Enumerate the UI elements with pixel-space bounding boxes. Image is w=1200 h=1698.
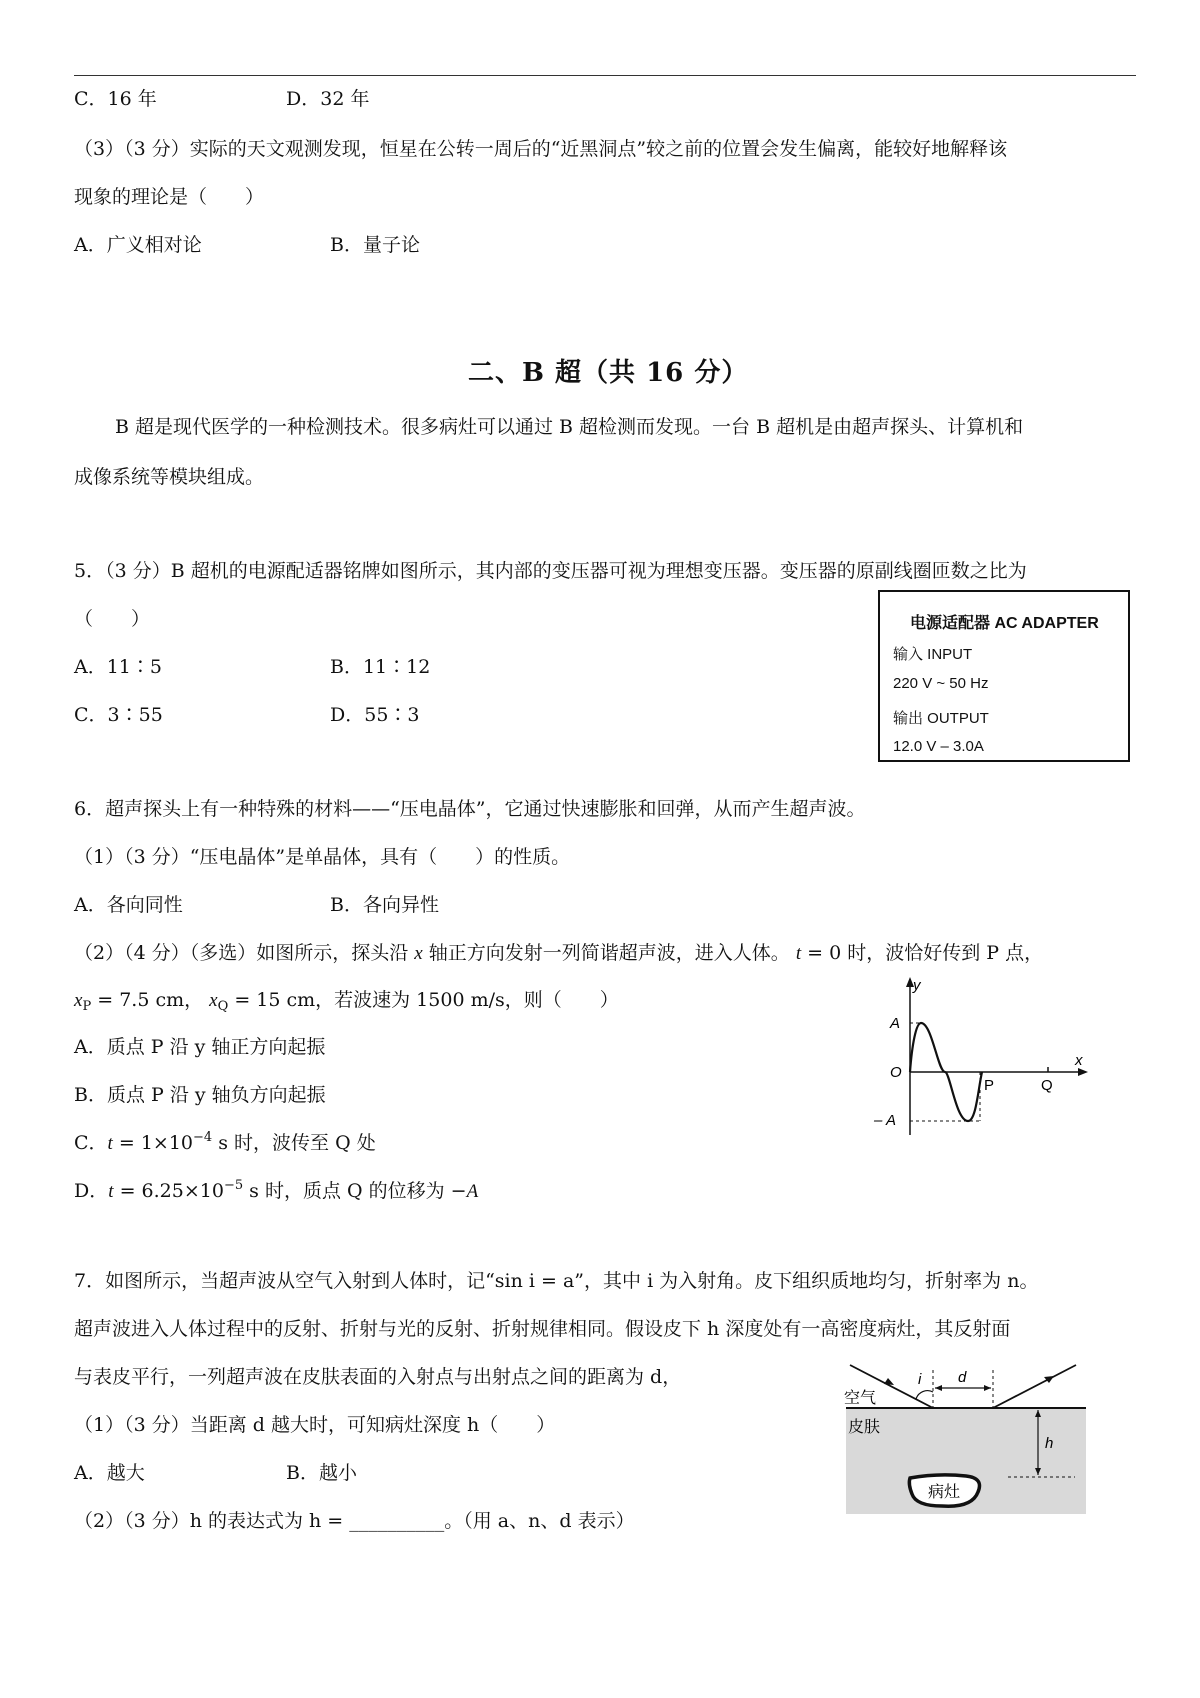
point-q-label: Q xyxy=(1041,1077,1053,1094)
incident-ray-arrow xyxy=(884,1378,894,1385)
nameplate-output-label: 输出 OUTPUT xyxy=(893,710,989,727)
ultrasound-diagram xyxy=(838,1358,1090,1516)
q6-sub2-option-b: B．质点 P 沿 y 轴负方向起振 xyxy=(74,1084,326,1106)
q6-sub2-option-d: D．$t = 6.25\times 10^{-5}$ s 时，质点 Q 的位移为 −A xyxy=(74,1178,479,1202)
amplitude-label: A xyxy=(890,1015,901,1032)
neg-amplitude-label: – A xyxy=(874,1112,896,1129)
q6-sub2-line1: （2）（4 分）（多选）如图所示，探头沿 x 轴正方向发射一列简谐超声波，进入人体。 t = 0 时，波恰好传到 P 点， xyxy=(74,942,1044,964)
skin-label: 皮肤 xyxy=(848,1419,881,1436)
q4-option-d: D．32 年 xyxy=(286,88,370,110)
symbol-t: t xyxy=(795,943,802,964)
depth-h-label: h xyxy=(1045,1435,1054,1452)
nameplate-output-value: 12.0 V – 3.0A xyxy=(893,738,984,755)
q6-sub2-option-a: A．质点 P 沿 y 轴正方向起振 xyxy=(74,1036,326,1058)
q4-sub3-option-a: A．广义相对论 xyxy=(74,234,202,256)
y-axis-label: y xyxy=(913,977,921,994)
reflected-ray-arrow xyxy=(1044,1376,1054,1383)
q6-sub1-stem: （1）（3 分）“压电晶体”是单晶体，具有（ ）的性质。 xyxy=(74,846,571,868)
q5-option-c: C．3∶55 xyxy=(74,704,163,726)
q4-sub3-line1: （3）（3 分）实际的天文观测发现，恒星在公转一周后的“近黑洞点”较之前的位置会发生偏离，能较好地解释该 xyxy=(74,138,1008,160)
q6-sub1-option-a: A．各向同性 xyxy=(74,894,183,916)
section-intro-line2: 成像系统等模块组成。 xyxy=(74,466,265,488)
lesion-label: 病灶 xyxy=(928,1484,961,1501)
q7-stem-line2: 超声波进入人体过程中的反射、折射与光的反射、折射规律相同。假设皮下 h 深度处有一高密度病灶，其反射面 xyxy=(74,1318,1011,1340)
symbol-x: x xyxy=(414,943,423,964)
q7-sub1-option-a: A．越大 xyxy=(74,1462,145,1484)
section-title: 二、B 超（共 16 分） xyxy=(468,358,749,388)
reflected-ray xyxy=(993,1365,1076,1408)
air-label: 空气 xyxy=(844,1390,877,1407)
q7-stem-line1: 7．如图所示，当超声波从空气入射到人体时，记“sin i = a”，其中 i 为入射角。皮下组织质地均匀，折射率为 n。 xyxy=(74,1270,1039,1292)
q6-sub2-option-c: C．$t = 1\times 10^{-4}$ s 时，波传至 Q 处 xyxy=(74,1130,376,1154)
distance-d-label: d xyxy=(958,1369,967,1386)
q4-sub3-option-b: B．量子论 xyxy=(330,234,420,256)
wave-graph xyxy=(870,975,1090,1140)
q7-sub1-option-b: B．越小 xyxy=(286,1462,357,1484)
adapter-nameplate xyxy=(878,590,1130,762)
nameplate-input-label: 输入 INPUT xyxy=(893,646,973,663)
origin-label: O xyxy=(890,1064,902,1081)
q7-sub1-stem: （1）（3 分）当距离 d 越大时，可知病灶深度 h（ ） xyxy=(74,1414,556,1436)
q6-sub2-line2: $x_P = 7.5$ cm， $x_Q = 15$ cm，若波速为 1500 m/s，则（ ） xyxy=(74,989,619,1014)
point-p-label: P xyxy=(984,1077,995,1094)
q4-option-c: C．16 年 xyxy=(74,88,157,110)
q6-sub1-option-b: B．各向异性 xyxy=(330,894,439,916)
q6-stem: 6．超声探头上有一种特殊的材料——“压电晶体”，它通过快速膨胀和回弹，从而产生超声波。 xyxy=(74,798,866,820)
nameplate-input-value: 220 V ~ 50 Hz xyxy=(893,675,989,692)
q7-sub2-stem: （2）（3 分）h 的表达式为 h = __________。（用 a、n、d 表示） xyxy=(74,1510,635,1532)
nameplate-title: 电源适配器 AC ADAPTER xyxy=(910,615,1099,632)
d-arrow-left xyxy=(935,1385,942,1391)
incidence-angle-arc xyxy=(916,1391,933,1399)
q5-stem-line1: 5．（3 分）B 超机的电源配适器铭牌如图所示，其内部的变压器可视为理想变压器。变压器的原副线圈匝数之比为 xyxy=(74,560,1027,582)
q5-option-a: A．11∶5 xyxy=(74,656,162,678)
q5-option-b: B．11∶12 xyxy=(330,656,431,678)
section-intro-line1: B 超是现代医学的一种检测技术。很多病灶可以通过 B 超检测而发现。一台 B 超机是由超声探头、计算机和 xyxy=(115,416,1024,438)
d-arrow-right xyxy=(984,1385,991,1391)
x-axis-arrow xyxy=(1078,1068,1088,1076)
x-axis-label: x xyxy=(1075,1052,1083,1069)
header-rule xyxy=(74,75,1136,76)
angle-i-label: i xyxy=(918,1371,922,1388)
q5-option-d: D．55∶3 xyxy=(330,704,420,726)
q7-stem-line3: 与表皮平行，一列超声波在皮肤表面的入射点与出射点之间的距离为 d， xyxy=(74,1366,682,1388)
q4-sub3-line2: 现象的理论是（ ） xyxy=(74,186,265,208)
q5-stem-line2: （ ） xyxy=(74,608,151,630)
